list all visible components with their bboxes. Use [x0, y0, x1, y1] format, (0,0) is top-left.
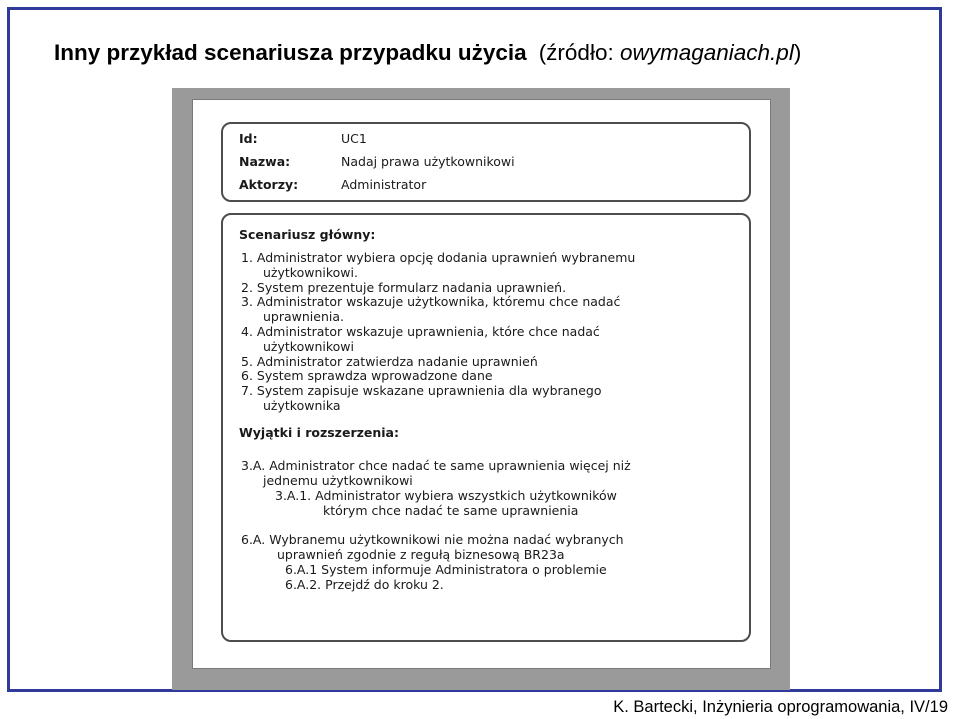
- actors-label: Aktorzy:: [239, 177, 299, 192]
- scenario-step: [241, 355, 635, 370]
- source-link: owymaganiach.pl: [619, 40, 794, 65]
- source-suffix: ): [793, 40, 802, 65]
- extension-6a: [241, 533, 624, 563]
- use-case-header-box: [221, 122, 751, 202]
- step-line: 1. Administrator wybiera opcję dodania uprawnień wybranemu: [241, 250, 636, 265]
- scenario-step: [241, 384, 635, 414]
- slide-title-source: [539, 40, 802, 65]
- slide-title: [54, 40, 801, 66]
- step-line-cont: użytkownikowi.: [263, 264, 358, 280]
- slide-title-main: Inny przykład scenariusza przypadku użycia: [54, 40, 527, 65]
- extensions-title: Wyjątki i rozszerzenia:: [239, 425, 399, 440]
- extension-line: 6.A. Wybranemu użytkownikowi nie można nadać wybranych: [241, 532, 624, 547]
- step-line: 7. System zapisuje wskazane uprawnienia dla wybranego: [241, 383, 602, 399]
- extension-line-cont: jednemu użytkownikowi: [263, 472, 413, 488]
- name-row: [239, 154, 515, 169]
- scenario-step: [241, 251, 635, 281]
- extension-3a: [241, 459, 631, 489]
- scenario-step: [241, 369, 635, 384]
- step-line-cont: użytkownikowi: [263, 338, 354, 354]
- step-line: 2. System prezentuje formularz nadania uprawnień.: [241, 279, 567, 295]
- id-value: UC1: [341, 131, 367, 146]
- scenario-step: [241, 325, 635, 355]
- step-line: 5. Administrator zatwierdza nadanie uprawnień: [241, 353, 538, 369]
- step-line: 4. Administrator wskazuje uprawnienia, które chce nadać: [241, 323, 600, 339]
- name-label: Nazwa:: [239, 154, 291, 169]
- id-row: [239, 131, 367, 146]
- extension-6a2: 6.A.2. Przejdź do kroku 2.: [285, 577, 444, 592]
- extension-3a1: [275, 489, 617, 519]
- extension-line-cont: uprawnień zgodnie z regułą biznesową BR23a: [277, 546, 565, 562]
- id-label: Id:: [239, 131, 258, 146]
- actors-row: [239, 177, 426, 192]
- name-value: Nadaj prawa użytkownikowi: [341, 154, 515, 169]
- slide-footer: K. Bartecki, Inżynieria oprogramowania, IV/19: [613, 698, 948, 716]
- main-scenario-title: Scenariusz główny:: [239, 227, 376, 242]
- main-scenario-steps: [241, 251, 635, 414]
- use-case-scenario-box: [221, 213, 751, 642]
- scenario-step: [241, 295, 635, 325]
- actors-value: Administrator: [341, 177, 427, 192]
- step-line-cont: uprawnienia.: [263, 309, 344, 325]
- use-case-document: [193, 100, 770, 668]
- step-line: 6. System sprawdza wprowadzone dane: [241, 368, 493, 384]
- step-line-cont: użytkownika: [263, 397, 341, 413]
- extension-line: 3.A. Administrator chce nadać te same uprawnienia więcej niż: [241, 458, 631, 473]
- step-line: 3. Administrator wskazuje użytkownika, któremu chce nadać: [241, 294, 621, 310]
- extension-6a1: 6.A.1 System informuje Administratora o problemie: [285, 562, 607, 577]
- source-prefix: (źródło:: [538, 40, 620, 65]
- extension-line-cont: którym chce nadać te same uprawnienia: [323, 502, 579, 518]
- extension-line: 3.A.1. Administrator wybiera wszystkich użytkowników: [275, 488, 617, 503]
- scenario-step: [241, 281, 635, 296]
